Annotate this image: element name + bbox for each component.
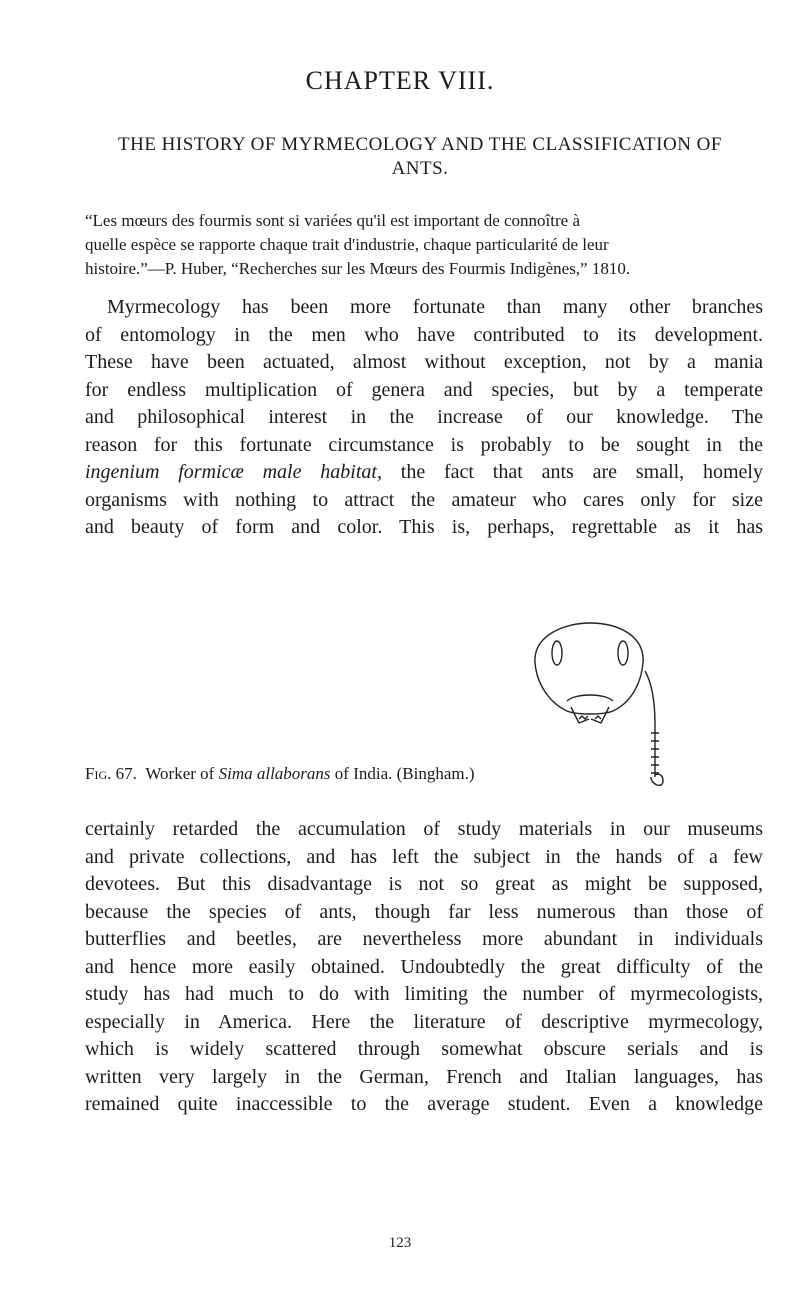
text-line: and hence more easily obtained. Undoubtedly the great difficulty of the	[85, 955, 763, 978]
text-line: certainly retarded the accumulation of study materials in our museums	[85, 818, 763, 840]
paragraph-history	[85, 294, 763, 542]
figure-label: Fig. 67.	[85, 764, 137, 783]
caption-text: Worker of	[145, 764, 219, 783]
text-fragment: the fact that ants are small, homely	[381, 461, 763, 483]
ant-right-eye	[618, 641, 628, 665]
chapter-title: THE HISTORY OF MYRMECOLOGY AND THE CLASSIFICATION OF ANTS.	[118, 134, 722, 179]
text-line: butterflies and beetles, are nevertheless more abundant in individuals	[85, 928, 763, 950]
ant-left-eye	[552, 641, 562, 665]
ant-right-mandible	[591, 707, 609, 723]
text-line: and philosophical interest in the increase of our knowledge. The	[85, 406, 763, 428]
text-line: and private collections, and has left the subject in the hands of a few	[85, 845, 763, 868]
text-line: written very largely in the German, French and Italian languages, has	[85, 1065, 763, 1088]
text-line: organisms with nothing to attract the amateur who cares only for size	[85, 488, 763, 511]
figure-caption	[85, 764, 763, 784]
text-line: remained quite inaccessible to the average student. Even a knowledge	[85, 1093, 763, 1115]
text-line: which is widely scattered through somewhat obscure serials and is	[85, 1038, 763, 1060]
chapter-heading: CHAPTER VIII.	[305, 66, 495, 95]
text-line: for endless multiplication of genera and species, but by a temperate	[85, 378, 763, 401]
text-line-latin	[85, 459, 763, 487]
text-line: devotees. But this disadvantage is not so great as might be supposed,	[85, 873, 763, 895]
ant-scape	[645, 671, 655, 725]
latin-phrase: ingenium formicæ male habitat,	[85, 461, 382, 483]
ant-left-mandible	[571, 707, 589, 723]
text-line: These have been actuated, almost without exception, not by a mania	[85, 351, 763, 373]
epigraph-line: histoire.”—P. Huber, “Recherches sur les Mœurs des Fourmis Indigènes,” 1810.	[85, 259, 631, 278]
epigraph-line: quelle espèce se rapporte chaque trait d'industrie, chaque particularité de leur	[85, 235, 609, 254]
text-line: especially in America. Here the literature of descriptive myrmecology,	[85, 1010, 763, 1033]
ant-clypeus	[567, 695, 613, 701]
text-line: Myrmecology has been more fortunate than many other branches	[107, 296, 763, 318]
paragraph-continuation	[85, 816, 763, 1119]
ant-head-outline	[535, 623, 643, 714]
epigraph-line: “Les mœurs des fourmis sont si variées qu'il est important de connoître à	[85, 211, 581, 230]
caption-species: Sima allaborans	[218, 764, 331, 783]
epigraph	[85, 209, 760, 281]
text-line: study has had much to do with limiting the number of myrmecologists,	[85, 983, 763, 1005]
caption-text: of India. (Bingham.)	[330, 764, 475, 783]
ant-mandible-teeth	[579, 716, 601, 719]
text-line: and beauty of form and color. This is, perhaps, regrettable as it has	[85, 516, 763, 538]
text-line: reason for this fortunate circumstance is probably to be sought in the	[85, 433, 763, 456]
text-line: of entomology in the men who have contributed to its development.	[85, 323, 763, 346]
page-number: 123	[388, 1235, 412, 1251]
text-line: because the species of ants, though far less numerous than those of	[85, 900, 763, 923]
